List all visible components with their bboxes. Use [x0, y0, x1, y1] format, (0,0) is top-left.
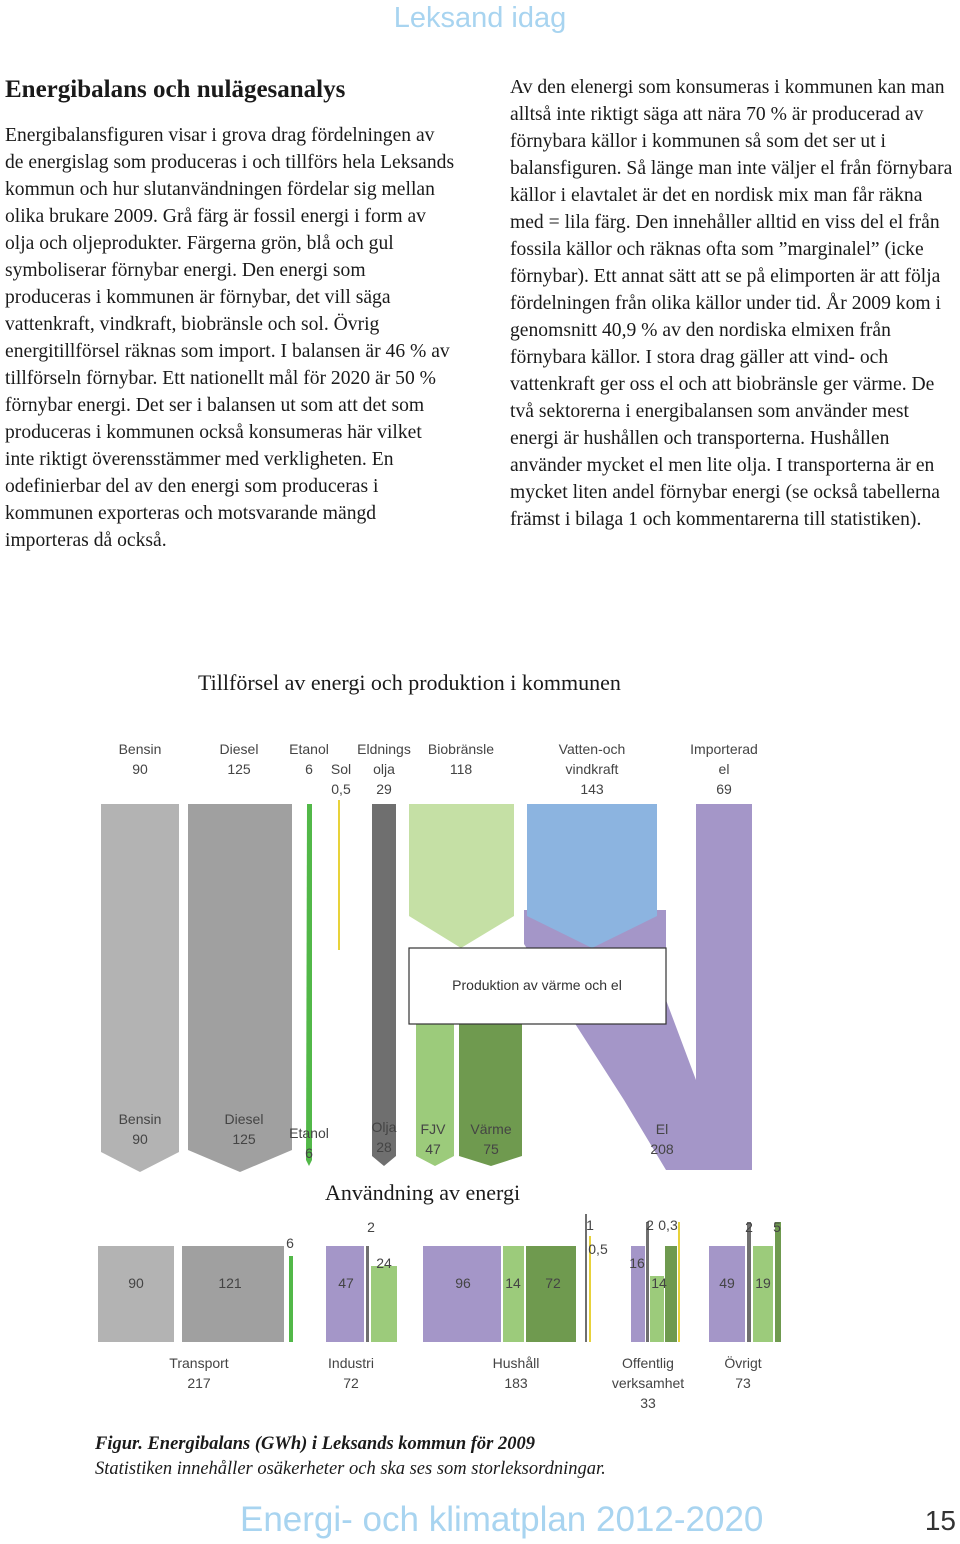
mid-label-bensin: Bensin [118, 1111, 162, 1127]
usage-value-industri-olja: 2 [367, 1219, 375, 1235]
mid-value-el: 208 [650, 1141, 674, 1157]
usage-industri-fjv [371, 1266, 397, 1342]
left-paragraph: Energibalansfiguren visar i grova drag fördelningen av de energislag som produceras i och tillförs hela Leksands kommun och hur slutanvändningen fördelar sig mellan olika brukare 2009. Grå färg är fossil energi i form av olja och oljeprodukter. Färgerna grön, blå och gul symboliserar förnybar energi. Den energi som produceras i kommunen är förnybar, det vill säga vattenkraft, vindkraft, biobränsle och sol. Övrig energitillförsel räknas som import. I balansen är 46 % av tillförseln förnybar. Ett nationellt mål för 2020 är 50 % förnybar energi. Det ser i balansen ut som att det som produceras i kommunen också konsumeras här vilket inte riktigt överensstämmer med verkligheten. En odefinierbar del av den energi som produceras i kommunen exporteras och motsvarande mängd importeras då också. [5, 125, 455, 551]
caption-note: Statistiken innehåller osäkerheter och ska ses som storleksordningar. [95, 1459, 606, 1479]
usage-value-off-sol: 0,3 [658, 1217, 678, 1233]
sector-label-hushall: Hushåll [492, 1355, 540, 1371]
usage-value-industri-el: 47 [338, 1275, 354, 1291]
sector-label-offentlig-2: verksamhet [611, 1375, 685, 1391]
sector-value-transport: 217 [187, 1375, 211, 1391]
usage-value-ovrigt-varme: 5 [773, 1219, 781, 1235]
supply-label-bensin: Bensin [118, 741, 162, 757]
supply-label-eldningsolja-2: olja [373, 761, 395, 777]
running-header: Leksand idag [393, 2, 567, 34]
usage-transport-bensin [98, 1246, 174, 1342]
mid-label-el: El [655, 1121, 669, 1137]
usage-value-transport-bensin: 90 [128, 1275, 144, 1291]
mid-value-diesel: 125 [232, 1131, 256, 1147]
right-column [510, 74, 960, 533]
usage-value-ovrigt-el: 49 [719, 1275, 735, 1291]
supply-label-import-1: Importerad [690, 741, 758, 757]
mid-value-bensin: 90 [132, 1131, 148, 1147]
flow-biobransle [409, 804, 514, 948]
usage-hushall-fjv [503, 1246, 524, 1342]
usage-ovrigt-olja [747, 1222, 751, 1342]
flow-etanol [306, 804, 312, 1166]
mid-value-olja: 28 [376, 1139, 392, 1155]
supply-label-vatten-1: Vatten-och [558, 741, 626, 757]
usage-hushall-olja [585, 1214, 587, 1342]
mid-label-olja: Olja [371, 1119, 397, 1135]
sector-value-hushall: 183 [504, 1375, 528, 1391]
usage-industri-olja [366, 1246, 369, 1342]
supply-value-biobransle: 118 [449, 761, 473, 777]
supply-value-sol: 0,5 [331, 781, 351, 797]
usage-value-transport-etanol: 6 [286, 1235, 294, 1251]
mid-label-diesel: Diesel [224, 1111, 264, 1127]
supply-label-etanol: Etanol [289, 741, 329, 757]
figure-title: Tillförsel av energi och produktion i kommunen [198, 670, 621, 695]
usage-ovrigt-el [709, 1246, 745, 1342]
usage-off-olja [646, 1222, 649, 1342]
footer-title: Energi- och klimatplan 2012-2020 [240, 1500, 764, 1539]
right-paragraph: Av den elenergi som konsumeras i kommunen kan man alltså inte riktigt säga att nära 70 % är producerad av förnybara källor i kommunen så som det ser ut i balansfiguren. Så länge man inte väljer el från förnybara källor i elavtalet är det en nordisk mix man får räkna med = lila färg. Den innehåller alltid en viss del el från fossila källor och räknas ofta som ”marginalel” (icke förnybar). Ett annat sätt att se på elimporten är att följa fördelningen från olika källor under tid. År 2009 kom i genomsnitt 40,9 % av den nordiska elmixen från förnybara källor. I stora drag gäller att vind- och vattenkraft ger oss el och att biobränsle ger värme. De två sektorerna i energibalansen som använder mest energi är hushållen och transporterna. Hushållen använder mycket el men lite olja. I transporterna är en mycket liten andel förnybar energi (se också tabellerna främst i bilaga 1 och kommentarerna till statistiken). [510, 77, 953, 530]
sector-label-offentlig-1: Offentlig [622, 1355, 674, 1371]
supply-label-eldningsolja-1: Eldnings [357, 741, 411, 757]
usage-ovrigt-fjv [753, 1246, 773, 1342]
figure-caption [95, 1432, 606, 1482]
supply-value-etanol: 6 [305, 761, 313, 777]
mid-label-etanol: Etanol [289, 1125, 329, 1141]
mid-value-fjv: 47 [425, 1141, 441, 1157]
mid-label-varme: Värme [470, 1121, 512, 1137]
sector-value-industri: 72 [343, 1375, 359, 1391]
left-column [5, 74, 455, 554]
sector-label-ovrigt: Övrigt [724, 1355, 762, 1371]
usage-transport-etanol [289, 1256, 293, 1342]
usage-value-off-olja: 2 [646, 1217, 654, 1233]
supply-label-vatten-2: vindkraft [565, 761, 619, 777]
section-heading: Energibalans och nulägesanalys [5, 76, 346, 103]
usage-value-ovrigt-olja: 2 [745, 1219, 753, 1235]
production-box-label: Produktion av värme och el [452, 977, 622, 993]
flow-olja [372, 804, 396, 1166]
supply-label-import-2: el [718, 761, 730, 777]
mid-label-fjv: FJV [420, 1121, 446, 1137]
supply-label-diesel: Diesel [219, 741, 259, 757]
usage-value-hushall-varme: 72 [545, 1275, 561, 1291]
usage-transport-diesel [182, 1246, 284, 1342]
flow-sol [338, 800, 340, 950]
sector-value-offentlig: 33 [640, 1395, 656, 1411]
supply-value-eldningsolja: 29 [376, 781, 392, 797]
supply-value-vatten: 143 [580, 781, 604, 797]
usage-off-sol [678, 1222, 680, 1342]
caption-title: Figur. Energibalans (GWh) i Leksands kommun för 2009 [95, 1434, 535, 1454]
supply-value-bensin: 90 [132, 761, 148, 777]
sector-label-transport: Transport [169, 1355, 229, 1371]
usage-value-transport-diesel: 121 [218, 1275, 242, 1291]
mid-value-varme: 75 [483, 1141, 499, 1157]
usage-ovrigt-varme [775, 1222, 781, 1342]
supply-label-biobransle: Biobränsle [427, 741, 495, 757]
supply-label-sol: Sol [330, 761, 352, 777]
usage-hushall-varme [526, 1246, 576, 1342]
usage-value-ovrigt-fjv: 19 [755, 1275, 771, 1291]
usage-value-industri-fjv: 24 [376, 1255, 392, 1271]
usage-value-hushall-sol: 0,5 [588, 1241, 608, 1257]
page-number: 15 [924, 1505, 956, 1536]
sector-label-industri: Industri [328, 1355, 374, 1371]
usage-value-off-fjv: 16 [629, 1255, 645, 1271]
supply-value-import: 69 [716, 781, 732, 797]
usage-industri-el [326, 1246, 364, 1342]
usage-hushall-el [423, 1246, 501, 1342]
usage-value-hushall-fjv: 14 [505, 1275, 521, 1291]
mid-value-etanol: 6 [305, 1145, 313, 1161]
usage-off-varme [665, 1246, 677, 1342]
sector-value-ovrigt: 73 [735, 1375, 751, 1391]
usage-value-off-varme: 14 [651, 1275, 667, 1291]
usage-value-hushall-el: 96 [455, 1275, 471, 1291]
usage-title: Användning av energi [322, 1180, 523, 1206]
usage-value-hushall-olja: 1 [586, 1217, 594, 1233]
supply-value-diesel: 125 [227, 761, 251, 777]
energy-balance-diagram [0, 700, 960, 1420]
